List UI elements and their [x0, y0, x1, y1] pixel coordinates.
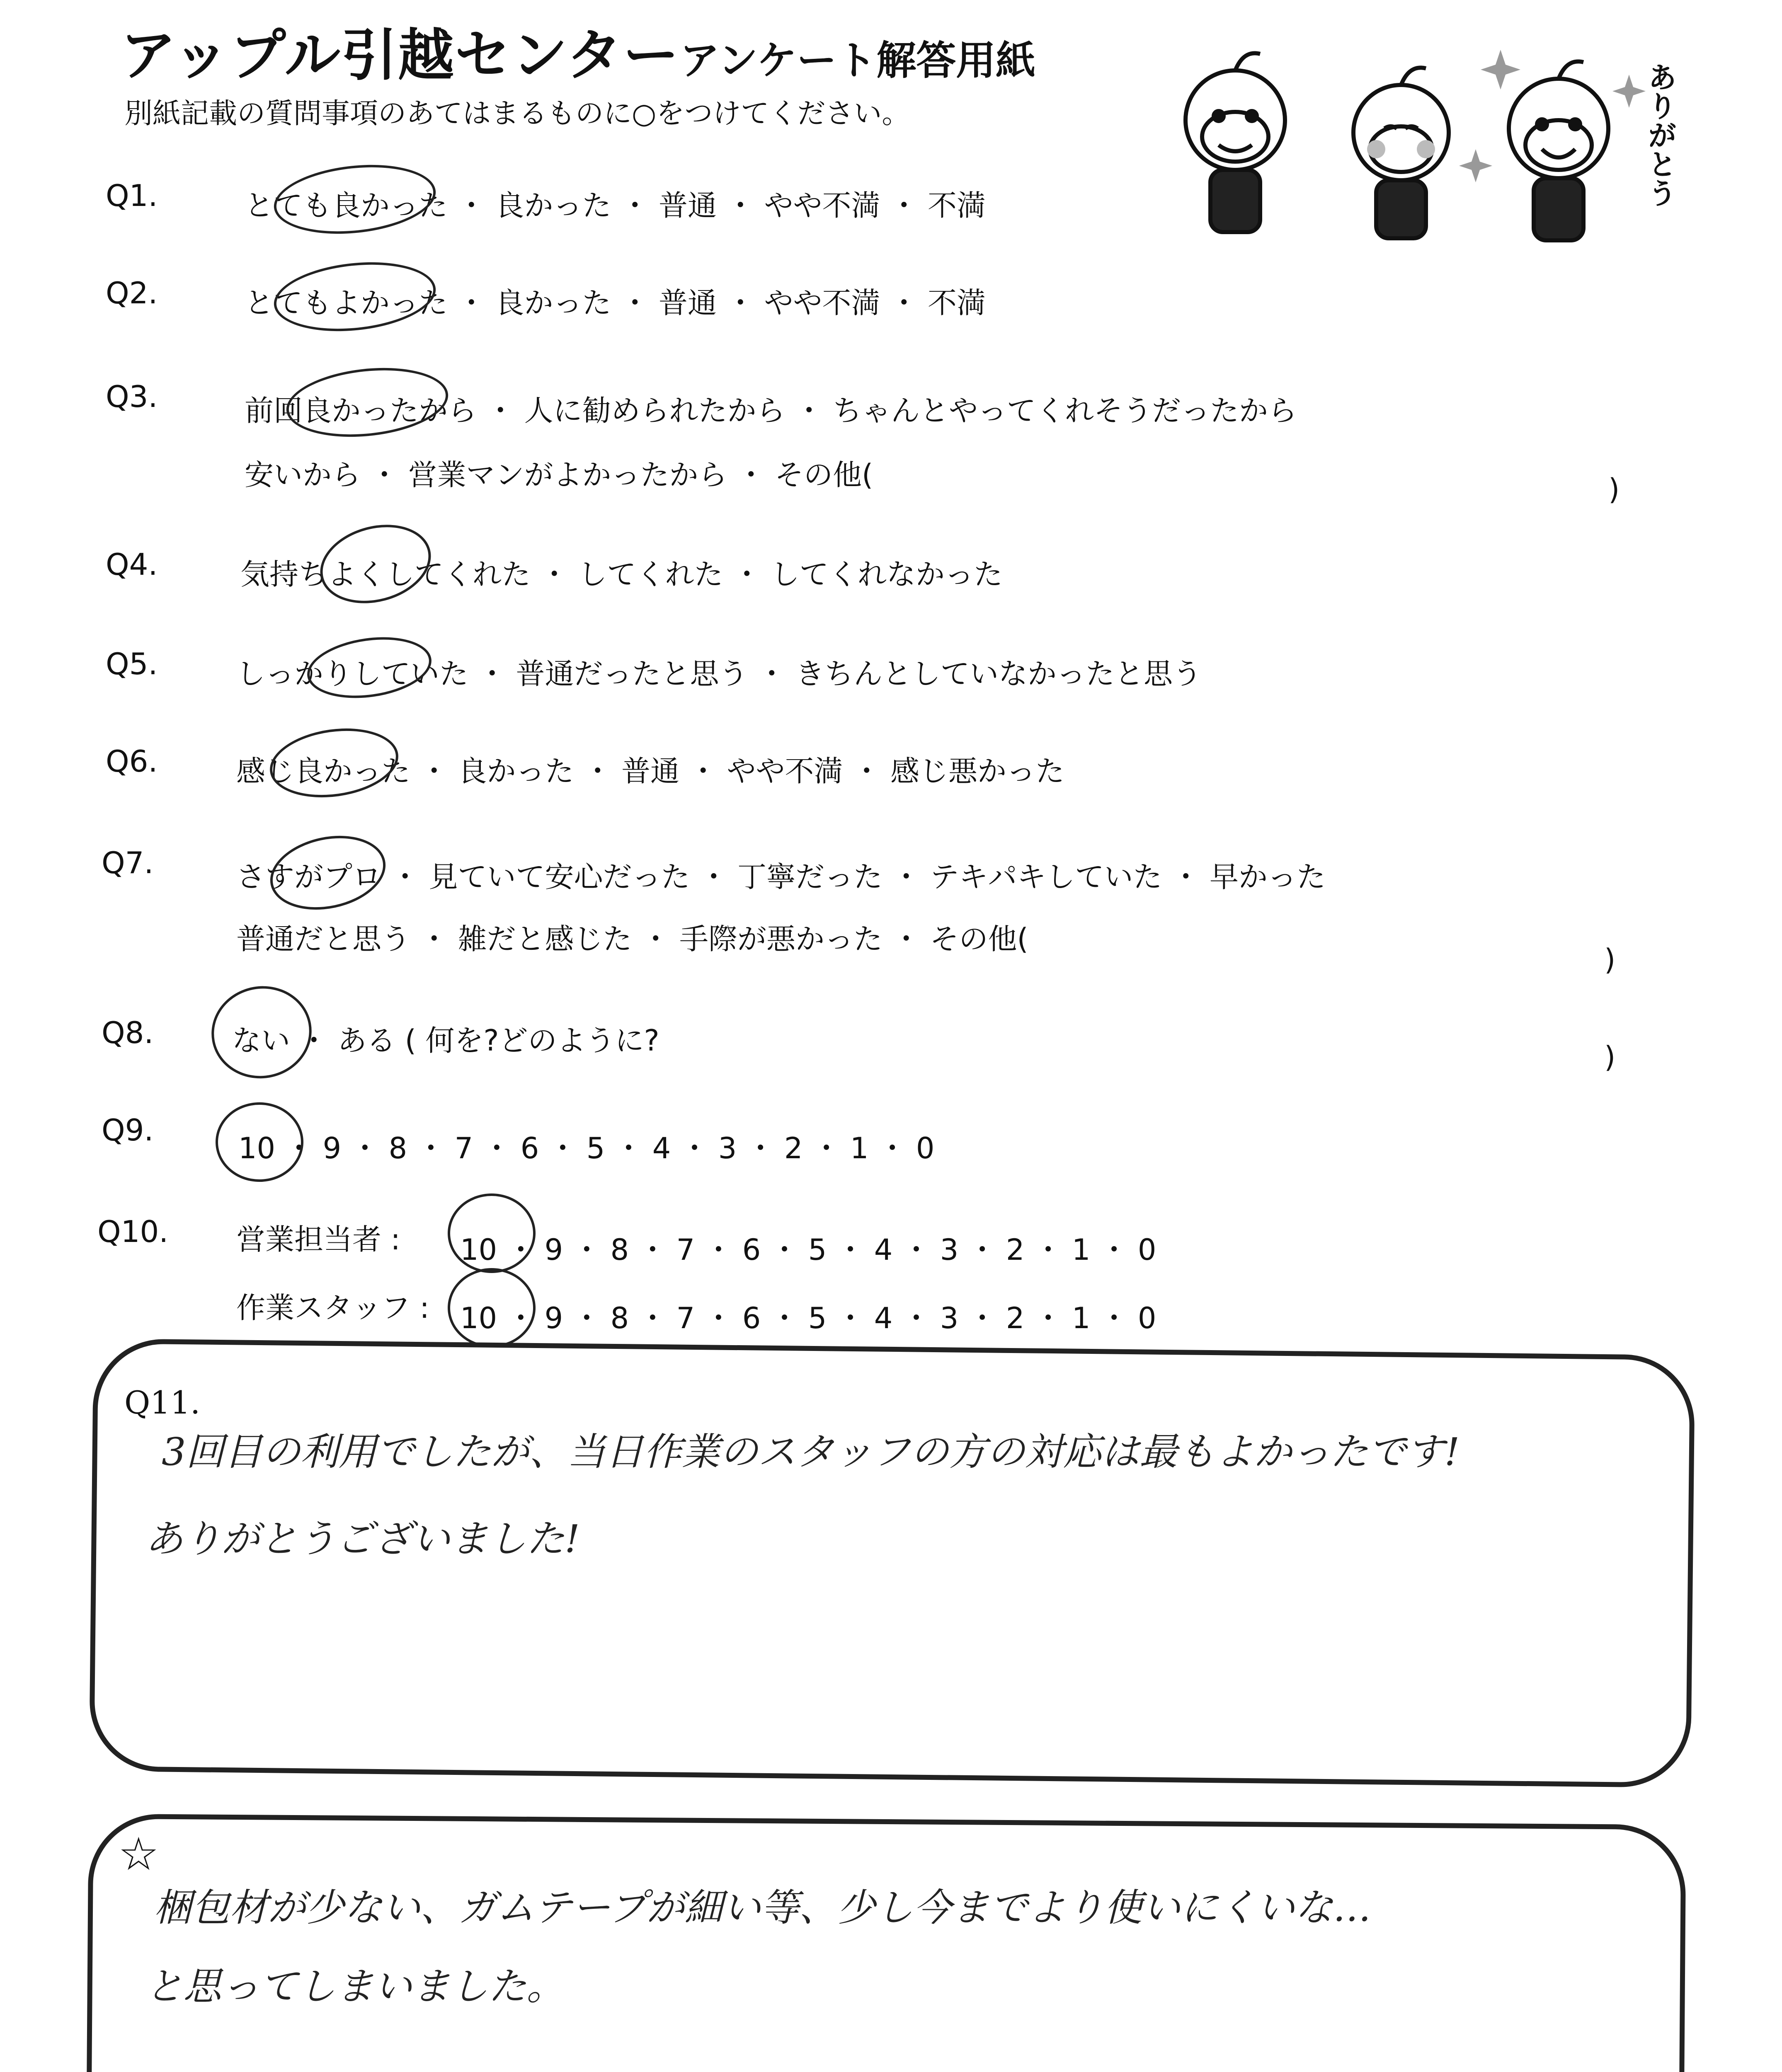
form-title: アップル引越センター [120, 23, 680, 88]
q4-options: 気持ちよくしてくれた ・ してくれた ・ してくれなかった [240, 557, 1003, 591]
q6-label: Q6. [106, 744, 158, 779]
q4-selection-circle[interactable] [311, 513, 440, 615]
q2-label: Q2. [106, 276, 158, 310]
q9-label: Q9. [102, 1113, 154, 1147]
q7-selection-circle[interactable] [263, 826, 393, 920]
q5-selection-circle[interactable] [303, 630, 436, 706]
q10-label: Q10. [97, 1214, 169, 1249]
q10-sales-selection-circle[interactable] [448, 1193, 536, 1273]
q9-selection-circle[interactable] [216, 1102, 303, 1182]
q4-label: Q4. [106, 547, 158, 582]
mascot-illustration [1144, 25, 1683, 257]
free-comment-box[interactable] [85, 1814, 1686, 2072]
q11-answer-line1: 3回目の利用でしたが、当日作業のスタッフの方の対応は最もよかったです! [162, 1430, 1460, 1474]
q6-options: 感じ良かった ・ 良かった ・ 普通 ・ やや不満 ・ 感じ悪かった [236, 754, 1065, 788]
q10-staff-options: 10 ・ 9 ・ 8 ・ 7 ・ 6 ・ 5 ・ 4 ・ 3 ・ 2 ・ 1 ・ 0 [460, 1301, 1156, 1335]
q8-selection-circle[interactable] [204, 978, 319, 1087]
mascot-right [1509, 61, 1608, 240]
free-comment-line2: と思ってしまいました。 [145, 1964, 565, 2009]
q7-options-line1: さすがプロ ・ 見ていて安心だった ・ 丁寧だった ・ テキパキしていた ・ 早かった [236, 860, 1326, 894]
q11-comment-box[interactable] [89, 1339, 1695, 1788]
q3-options-line2: 安いから ・ 営業マンがよかったから ・ その他( [245, 458, 873, 492]
q10-staff-label: 作業スタッフ : [236, 1291, 429, 1325]
q2-selection-circle[interactable] [271, 255, 439, 339]
q11-label: Q11. [124, 1384, 201, 1421]
q9-options: 10 ・ 9 ・ 8 ・ 7 ・ 6 ・ 5 ・ 4 ・ 3 ・ 2 ・ 1 ・ 0 [238, 1131, 935, 1165]
q10-staff-selection-circle[interactable] [448, 1268, 536, 1348]
q7-close-paren: ) [1604, 943, 1616, 977]
q5-options: しっかりしていた ・ 普通だったと思う ・ きちんとしていなかったと思う [236, 657, 1202, 691]
free-comment-line1: 梱包材が少ない、ガムテープが細い等、少し今までより使いにくいな… [153, 1886, 1371, 1930]
q8-label: Q8. [102, 1015, 154, 1050]
q3-options-line1: 前回良かったから ・ 人に勧められたから ・ ちゃんとやってくれそうだったから [245, 394, 1297, 428]
q2-options: とてもよかった ・ 良かった ・ 普通 ・ やや不満 ・ 不満 [245, 286, 986, 320]
q3-label: Q3. [106, 379, 158, 414]
q10-sales-label: 営業担当者 : [236, 1222, 400, 1256]
q3-close-paren: ) [1608, 472, 1620, 506]
q5-label: Q5. [106, 646, 158, 681]
q8-close-paren: ) [1604, 1040, 1616, 1074]
q8-options: ない ・ ある ( 何を?どのように? [232, 1024, 659, 1058]
q10-sales-options: 10 ・ 9 ・ 8 ・ 7 ・ 6 ・ 5 ・ 4 ・ 3 ・ 2 ・ 1 ・ 0 [460, 1233, 1156, 1267]
q1-label: Q1. [106, 178, 158, 213]
q11-answer-line2: ありがとうございました! [145, 1517, 580, 1561]
q7-options-line2: 普通だと思う ・ 雑だと感じた ・ 手際が悪かった ・ その他( [236, 922, 1028, 956]
star-icon: ☆ [118, 1828, 159, 1881]
mascot-left [1186, 53, 1285, 232]
q1-selection-circle[interactable] [271, 157, 439, 241]
q7-label: Q7. [102, 845, 154, 880]
q1-options: とても良かった ・ 良かった ・ 普通 ・ やや不満 ・ 不満 [245, 189, 986, 223]
form-subtitle: アンケート解答用紙 [680, 37, 1036, 84]
q6-selection-circle[interactable] [265, 721, 403, 805]
mascot-middle [1353, 68, 1449, 238]
mascot-thanks-text: ありがとう [1643, 62, 1677, 207]
instruction-text: 別紙記載の質問事項のあてはまるものに○をつけてください。 [124, 97, 910, 130]
q3-selection-circle[interactable] [283, 361, 452, 444]
